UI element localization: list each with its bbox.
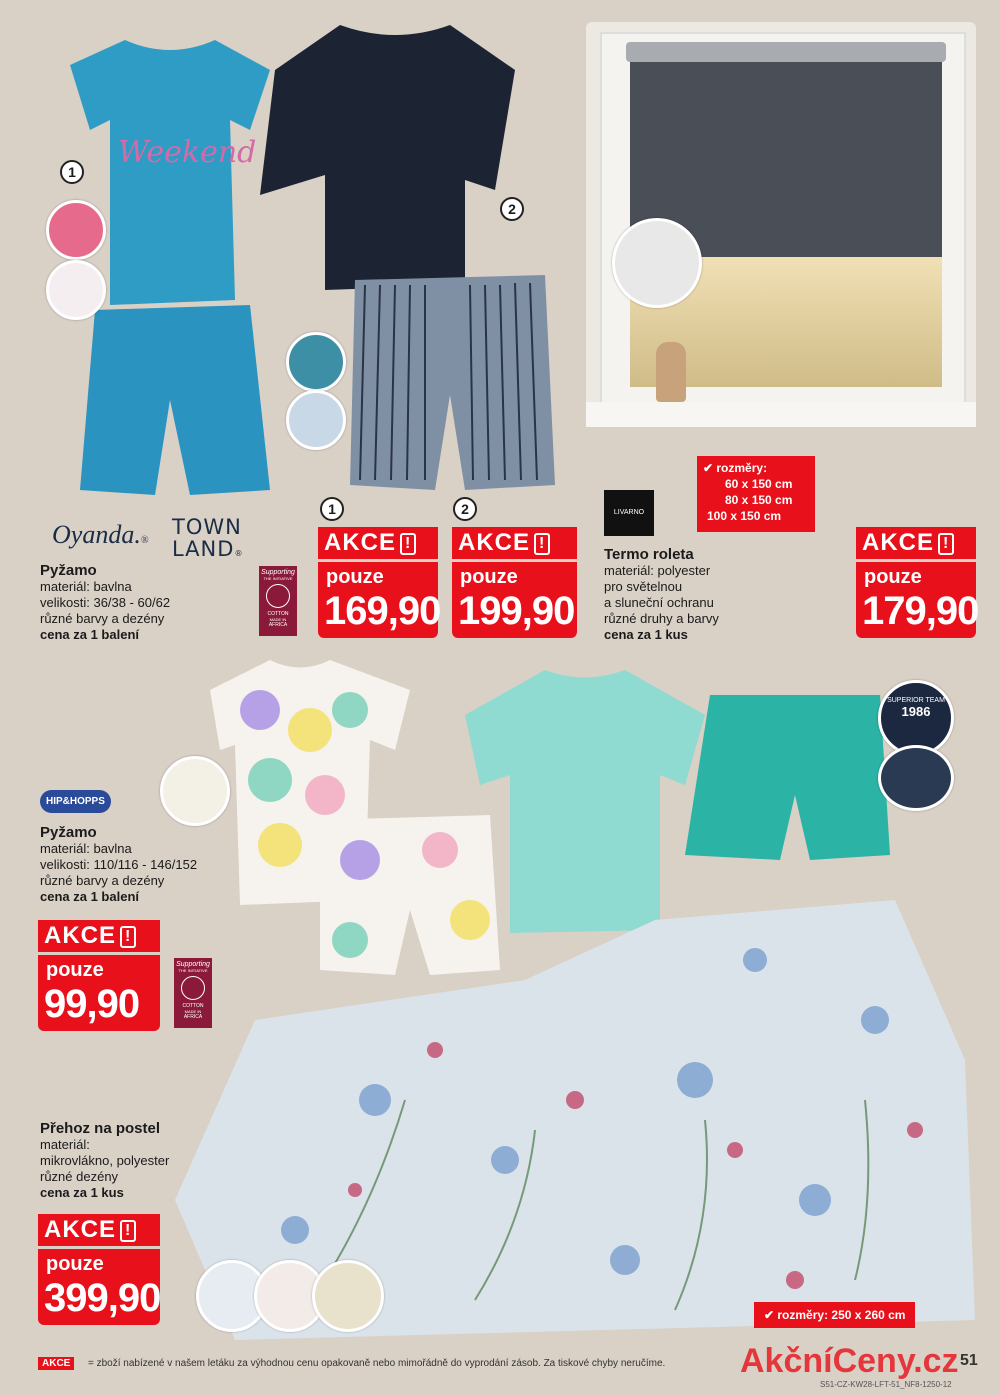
brand-townland: TOWN LAND® bbox=[172, 515, 244, 561]
kids-text-block bbox=[40, 824, 197, 905]
product-colors: různé barvy a dezény bbox=[40, 611, 165, 626]
roleta-sizes-box bbox=[697, 456, 815, 532]
navy-swatch bbox=[878, 745, 954, 811]
product-unit: cena za 1 kus bbox=[604, 627, 688, 642]
cotton-made-in-africa-badge: Supporting THE INITIATIVE COTTON MADE IN AFRICA bbox=[259, 566, 297, 636]
teal-swatch bbox=[286, 332, 346, 392]
superior-team-badge: SUPERIOR TEAM 1986 bbox=[878, 680, 954, 756]
price-box-5: pouze 399,90 bbox=[38, 1249, 160, 1325]
akce-badge-4: AKCE ! bbox=[38, 920, 160, 952]
pattern-swatch-3 bbox=[312, 1260, 384, 1332]
product-line2: a sluneční ochranu bbox=[604, 595, 714, 610]
page-number: 51 bbox=[960, 1352, 978, 1369]
product-unit: cena za 1 balení bbox=[40, 627, 139, 642]
price-3: 179,90 bbox=[862, 589, 979, 633]
price-5: 399,90 bbox=[44, 1276, 161, 1320]
price-4: 99,90 bbox=[44, 982, 140, 1026]
akce-badge-3: AKCE ! bbox=[856, 527, 976, 559]
price-label-2: 2 bbox=[453, 497, 477, 521]
size-1: 60 x 150 cm bbox=[725, 477, 793, 491]
product-material: materiál: polyester bbox=[604, 563, 711, 578]
product-unit: cena za 1 kus bbox=[40, 1185, 124, 1200]
tshirt-print-text: Weekend bbox=[118, 135, 257, 170]
product-title: Termo roleta bbox=[604, 546, 694, 563]
price-box-2: pouze 199,90 bbox=[452, 562, 577, 638]
sizes-label: ✔ rozměry: bbox=[703, 461, 768, 475]
white-swatch bbox=[612, 218, 702, 308]
product-colors: různé druhy a barvy bbox=[604, 611, 719, 626]
akce-badge-1: AKCE ! bbox=[318, 527, 438, 559]
bedspread-size: ✔ rozměry: 250 x 260 cm bbox=[754, 1302, 915, 1328]
price-1: 169,90 bbox=[324, 589, 441, 633]
floral-swatch bbox=[46, 260, 106, 320]
price-2: 199,90 bbox=[458, 589, 575, 633]
product-colors: různé dezény bbox=[40, 1169, 119, 1184]
size-2: 80 x 150 cm bbox=[725, 493, 793, 507]
product-sizes: velikosti: 110/116 - 146/152 bbox=[40, 857, 198, 872]
check-swatch bbox=[286, 390, 346, 450]
price-label-1: 1 bbox=[320, 497, 344, 521]
product-title: Pyžamo bbox=[40, 824, 97, 841]
price-box-1: pouze 169,90 bbox=[318, 562, 438, 638]
item-number-2: 2 bbox=[500, 197, 524, 221]
footer-note: = zboží nabízené v našem letáku za výhodnou cenu opakovaně nebo mimořádně do vyprodání zásob. Za tiskové chyby neručíme. bbox=[88, 1358, 666, 1369]
product-title: Přehoz na postel bbox=[40, 1120, 161, 1137]
item-number-1: 1 bbox=[60, 160, 84, 184]
footer-code: S51-CZ-KW28-LFT-51_NF8-1250-12 bbox=[820, 1380, 952, 1389]
avocado-swatch bbox=[160, 756, 230, 826]
footer-akce-badge: AKCE bbox=[38, 1357, 74, 1370]
bedspread-text-block bbox=[40, 1120, 169, 1201]
akce-badge-2: AKCE ! bbox=[452, 527, 577, 559]
price-box-4: pouze 99,90 bbox=[38, 955, 160, 1031]
product-sizes: velikosti: 36/38 - 60/62 bbox=[40, 595, 171, 610]
brand-oyanda: Oyanda.® bbox=[52, 520, 149, 549]
cotton-made-in-africa-badge: Supporting THE INITIATIVE COTTON MADE IN AFRICA bbox=[174, 958, 212, 1028]
product-material2: mikrovlákno, polyester bbox=[40, 1153, 170, 1168]
kids-leaf-pyjama-image bbox=[455, 655, 905, 935]
price-box-3: pouze 179,90 bbox=[856, 562, 976, 638]
watermark: AkčníCeny.cz bbox=[740, 1342, 959, 1380]
size-3: 100 x 150 cm bbox=[707, 509, 782, 523]
product-material: materiál: bavlna bbox=[40, 579, 132, 594]
product-title: Pyžamo bbox=[40, 562, 97, 579]
product-material: materiál: bavlna bbox=[40, 841, 132, 856]
product-material: materiál: bbox=[40, 1137, 90, 1152]
roleta-text-block bbox=[604, 546, 719, 643]
brand-hip-hopps: HIP&HOPPS bbox=[40, 790, 111, 813]
product-colors: různé barvy a dezény bbox=[40, 873, 165, 888]
akce-badge-5: AKCE ! bbox=[38, 1214, 160, 1246]
pink-swatch bbox=[46, 200, 106, 260]
product-unit: cena za 1 balení bbox=[40, 889, 139, 904]
product-line1: pro světelnou bbox=[604, 579, 683, 594]
brand-livarno: LIVARNO bbox=[604, 490, 654, 536]
pyjama-text-block bbox=[40, 562, 170, 643]
